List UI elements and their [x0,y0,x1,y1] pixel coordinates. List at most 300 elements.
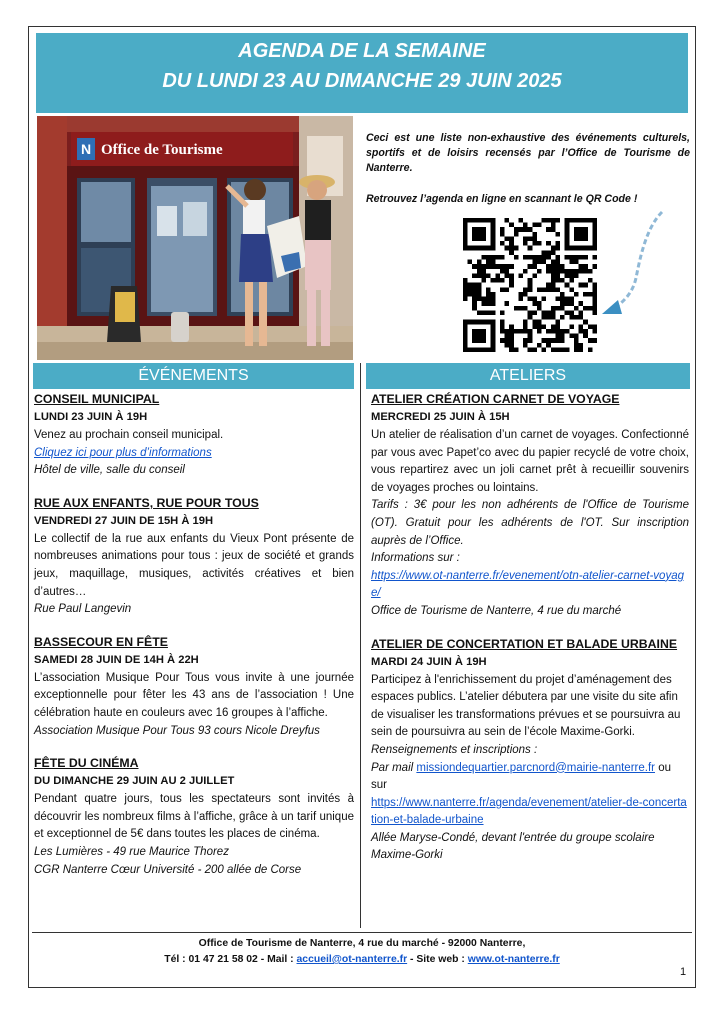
qr-module [468,218,473,223]
qr-module [565,269,570,274]
qr-module [481,218,486,223]
workshop-description: Un atelier de réalisation d’un carnet de voyages. Confectionné par vous avec Papet’co avec du papier recyclé de votre choix, vous repartirez avec un joli carnet prêt à recueillir souvenirs de voyages proches ou lointains. [371,429,689,494]
qr-module [509,324,514,329]
qr-module [565,283,570,288]
qr-module [468,287,473,292]
qr-module [486,218,491,223]
qr-module [491,338,496,343]
qr-module [551,338,556,343]
qr-module [481,232,486,237]
qr-module [486,292,491,297]
qr-module [463,278,468,283]
qr-module [505,218,510,223]
qr-module [500,278,505,283]
qr-module [463,236,468,241]
qr-module [542,347,547,352]
qr-module [509,236,514,241]
qr-module [579,324,584,329]
qr-module [509,241,514,246]
qr-module [560,297,565,302]
qr-module [560,347,565,352]
qr-module [500,227,505,232]
qr-module [523,255,528,260]
qr-module [486,347,491,352]
workshop-web-link[interactable]: https://www.nanterre.fr/agenda/evenement/atelier-de-concertation-et-balade-urbaine [371,796,687,827]
qr-module [514,246,519,251]
qr-module [551,264,556,269]
qr-module [491,227,496,232]
qr-module [491,264,496,269]
qr-module [574,218,579,223]
qr-module [542,324,547,329]
qr-module [481,264,486,269]
qr-module [523,269,528,274]
qr-module [528,227,533,232]
qr-module [537,320,542,325]
qr-module [472,306,477,311]
qr-module [528,264,533,269]
qr-module [528,310,533,315]
qr-module [486,273,491,278]
qr-module [491,301,496,306]
qr-module [579,343,584,348]
qr-module [509,334,514,339]
qr-module [468,260,473,265]
qr-module [481,320,486,325]
qr-module [481,297,486,302]
qr-module [551,315,556,320]
qr-module [592,329,597,334]
qr-module [528,283,533,288]
workshop-concertation [371,635,689,866]
qr-module [551,246,556,251]
qr-module [477,283,482,288]
qr-module [472,334,477,339]
qr-module [523,324,528,329]
qr-module [569,255,574,260]
qr-module [565,218,570,223]
qr-module [574,232,579,237]
qr-module [555,324,560,329]
qr-module [468,246,473,251]
qr-module [565,232,570,237]
qr-module [546,250,551,255]
qr-module [486,255,491,260]
qr-module [477,334,482,339]
qr-module [565,297,570,302]
qr-module [532,273,537,278]
section-header-ateliers: ATELIERS [366,363,690,389]
qr-module [551,278,556,283]
qr-module [560,264,565,269]
qr-module [463,283,468,288]
intro-paragraph-1: Ceci est une liste non-exhaustive des événements culturels, sportifs et de loisirs recensés par l’Office de Tourisme de Nanterre. [366,132,690,174]
qr-module [532,223,537,228]
qr-module [486,264,491,269]
qr-module [551,223,556,228]
qr-module [555,241,560,246]
qr-module [472,320,477,325]
event-description: Venez au prochain conseil municipal. [34,429,224,441]
qr-module [463,347,468,352]
qr-module [523,236,528,241]
qr-module [500,320,505,325]
workshop-mail-link[interactable]: missiondequartier.parcnord@mairie-nanterre.fr [416,761,655,774]
qr-module [592,324,597,329]
qr-module [569,287,574,292]
qr-module [528,246,533,251]
qr-module [491,320,496,325]
qr-module [523,223,528,228]
qr-module [555,218,560,223]
qr-module [537,306,542,311]
qr-module [463,297,468,302]
qr-module [574,315,579,320]
qr-module [477,338,482,343]
qr-module [551,347,556,352]
event-date: DU DIMANCHE 29 JUIN AU 2 JUILLET [34,775,235,788]
qr-module [486,320,491,325]
qr-module [472,338,477,343]
qr-module [463,227,468,232]
qr-module [468,283,473,288]
qr-module [583,329,588,334]
event-date: SAMEDI 28 JUIN DE 14H À 22H [34,653,199,666]
qr-module [569,246,574,251]
qr-module [528,278,533,283]
qr-module [481,329,486,334]
qr-module [532,232,537,237]
qr-module [509,264,514,269]
qr-module [546,310,551,315]
qr-module [555,287,560,292]
qr-module [560,269,565,274]
qr-module [565,255,570,260]
qr-module [495,273,500,278]
qr-module [551,260,556,265]
qr-module [569,334,574,339]
footer-mail-link[interactable]: accueil@ot-nanterre.fr [296,954,408,965]
qr-module [491,223,496,228]
mail-prefix: Par mail [371,761,414,774]
qr-module [532,324,537,329]
qr-module [500,264,505,269]
qr-module [537,324,542,329]
qr-module [477,264,482,269]
qr-module [463,329,468,334]
qr-module [463,246,468,251]
qr-module [500,329,505,334]
event-title: FÊTE DU CINÉMA [34,756,139,771]
qr-module [565,273,570,278]
qr-module [491,246,496,251]
qr-module [579,347,584,352]
qr-module [569,278,574,283]
qr-module [574,227,579,232]
qr-module [528,347,533,352]
qr-module [537,255,542,260]
qr-module [528,236,533,241]
qr-module [491,278,496,283]
qr-module [463,218,468,223]
qr-module [579,264,584,269]
qr-module [500,338,505,343]
qr-module [500,287,505,292]
qr-module [551,287,556,292]
qr-module [532,255,537,260]
qr-module [463,320,468,325]
qr-module [514,255,519,260]
qr-module [491,347,496,352]
qr-module [560,329,565,334]
qr-module [551,283,556,288]
qr-module [472,287,477,292]
qr-module [477,292,482,297]
qr-module [509,278,514,283]
workshop-title: ATELIER CRÉATION CARNET DE VOYAGE [371,392,620,406]
qr-module [495,278,500,283]
qr-module [477,297,482,302]
qr-module [579,283,584,288]
qr-module [565,223,570,228]
qr-module [523,292,528,297]
qr-module [555,329,560,334]
qr-module [500,241,505,246]
footer-site-label: - Site web : [410,954,465,965]
qr-module [514,329,519,334]
qr-module [537,223,542,228]
qr-module [574,269,579,274]
qr-module [528,287,533,292]
qr-module [509,223,514,228]
page-number: 1 [680,966,687,978]
qr-module [565,241,570,246]
qr-module [565,347,570,352]
qr-module [518,218,523,223]
qr-module [491,260,496,265]
qr-module [472,227,477,232]
event-place-1: Les Lumières - 49 rue Maurice Thorez [34,845,229,858]
qr-module [495,264,500,269]
qr-module [574,255,579,260]
qr-module [505,273,510,278]
qr-module [579,301,584,306]
qr-module [546,283,551,288]
qr-module [546,227,551,232]
qr-module [583,334,588,339]
qr-module [514,306,519,311]
qr-module [463,287,468,292]
qr-module [481,227,486,232]
qr-module [505,264,510,269]
qr-module [486,301,491,306]
sign-logo: N [80,141,92,157]
qr-module [542,250,547,255]
workshops-column [371,390,689,879]
qr-module [477,269,482,274]
qr-module [463,241,468,246]
event-title: RUE AUX ENFANTS, RUE POUR TOUS [34,495,259,510]
qr-module [537,343,542,348]
qr-module [555,297,560,302]
qr-module [500,269,505,274]
section-header-evenements: ÉVÉNEMENTS [33,363,354,389]
tourism-office-photo [37,116,353,360]
qr-module [477,246,482,251]
qr-module [518,329,523,334]
qr-module [486,246,491,251]
qr-module [588,324,593,329]
qr-module [560,301,565,306]
qr-module [555,246,560,251]
qr-module [537,287,542,292]
qr-module [509,343,514,348]
qr-module [472,232,477,237]
qr-module [463,232,468,237]
qr-module [472,347,477,352]
intro-text [366,131,690,207]
qr-module [555,264,560,269]
qr-module [569,301,574,306]
qr-code[interactable] [463,218,597,352]
workshop-place: Office de Tourisme de Nanterre, 4 rue du marché [371,604,622,617]
qr-module [555,338,560,343]
footer-site-link[interactable]: www.ot-nanterre.fr [467,954,560,965]
workshop-carnet-de-voyage [371,390,689,621]
qr-module [546,241,551,246]
qr-module [523,343,528,348]
qr-module [509,283,514,288]
qr-module [518,297,523,302]
qr-module [523,287,528,292]
qr-module [523,227,528,232]
qr-module [546,329,551,334]
qr-module [551,250,556,255]
qr-module [481,269,486,274]
qr-module [537,260,542,265]
qr-module [509,273,514,278]
qr-module [569,218,574,223]
workshop-tarifs: Tarifs : 3€ pour les non adhérents de l'Office de Tourisme (OT). Gratuit pour les adhérents de l'OT. Sur inscription auprès de l’Office. [371,499,689,547]
sign-text: Office de Tourisme [101,142,223,158]
qr-module [468,292,473,297]
header-title-line1: AGENDA DE LA SEMAINE [238,40,486,62]
qr-module [555,306,560,311]
qr-module [532,301,537,306]
qr-module [551,324,556,329]
qr-module [491,343,496,348]
qr-module [472,292,477,297]
qr-module [518,306,523,311]
qr-module [551,269,556,274]
event-description: Le collectif de la rue aux enfants du Vieux Pont présente de nombreuses animations pour tous : jeux de société et grands jeux, maquillage, musiques, activités créatives et bien d’autres… [34,532,354,598]
qr-module [546,338,551,343]
qr-module [463,223,468,228]
qr-module [477,227,482,232]
qr-module [532,236,537,241]
qr-module [588,347,593,352]
qr-module [481,334,486,339]
qr-module [555,278,560,283]
qr-module [579,315,584,320]
qr-module [565,301,570,306]
qr-module [491,297,496,302]
qr-module [523,338,528,343]
workshop-date: MERCREDI 25 JUIN À 15H [371,411,510,423]
qr-module [532,310,537,315]
qr-module [505,246,510,251]
qr-module [574,273,579,278]
qr-module [574,292,579,297]
qr-module [565,246,570,251]
workshop-mail-line [371,760,689,795]
qr-module [546,343,551,348]
event-date: VENDREDI 27 JUIN DE 15H À 19H [34,514,214,527]
event-info-link[interactable]: Cliquez ici pour plus d’informations [34,446,212,459]
qr-module [505,236,510,241]
qr-module [509,347,514,352]
qr-module [477,260,482,265]
event-title: BASSECOUR EN FÊTE [34,634,168,649]
qr-module [569,324,574,329]
qr-module [509,246,514,251]
qr-module [518,292,523,297]
qr-module [537,241,542,246]
qr-module [481,278,486,283]
event-place-2: CGR Nanterre Cœur Université - 200 allée de Corse [34,863,302,876]
qr-module [532,264,537,269]
qr-module [574,260,579,265]
qr-module [537,329,542,334]
qr-module [463,334,468,339]
qr-module [546,264,551,269]
qr-module [569,273,574,278]
mail-suffix: ou sur [371,761,671,792]
qr-module [555,320,560,325]
event-conseil-municipal [34,390,354,480]
qr-module [505,329,510,334]
qr-module [555,269,560,274]
qr-module [574,347,579,352]
qr-module [491,236,496,241]
qr-module [551,227,556,232]
qr-module [463,338,468,343]
qr-module [505,334,510,339]
qr-module [542,297,547,302]
qr-module [560,338,565,343]
qr-module [588,338,593,343]
qr-module [509,338,514,343]
qr-module [514,347,519,352]
qr-module [532,347,537,352]
qr-module [481,310,486,315]
qr-module [579,236,584,241]
qr-module [528,255,533,260]
qr-module [560,315,565,320]
qr-module [505,269,510,274]
qr-module [551,310,556,315]
qr-module [551,329,556,334]
qr-module [555,232,560,237]
qr-module [500,310,505,315]
qr-module [574,338,579,343]
qr-module [551,273,556,278]
footer-address: Office de Tourisme de Nanterre, 4 rue du marché - 92000 Nanterre, [198,938,526,949]
qr-module [463,343,468,348]
qr-module [565,310,570,315]
workshop-info-link[interactable]: https://www.ot-nanterre.fr/evenement/otn-atelier-carnet-voyage/ [371,569,684,600]
header-title-line2: DU LUNDI 23 AU DIMANCHE 29 JUIN 2025 [162,70,562,92]
